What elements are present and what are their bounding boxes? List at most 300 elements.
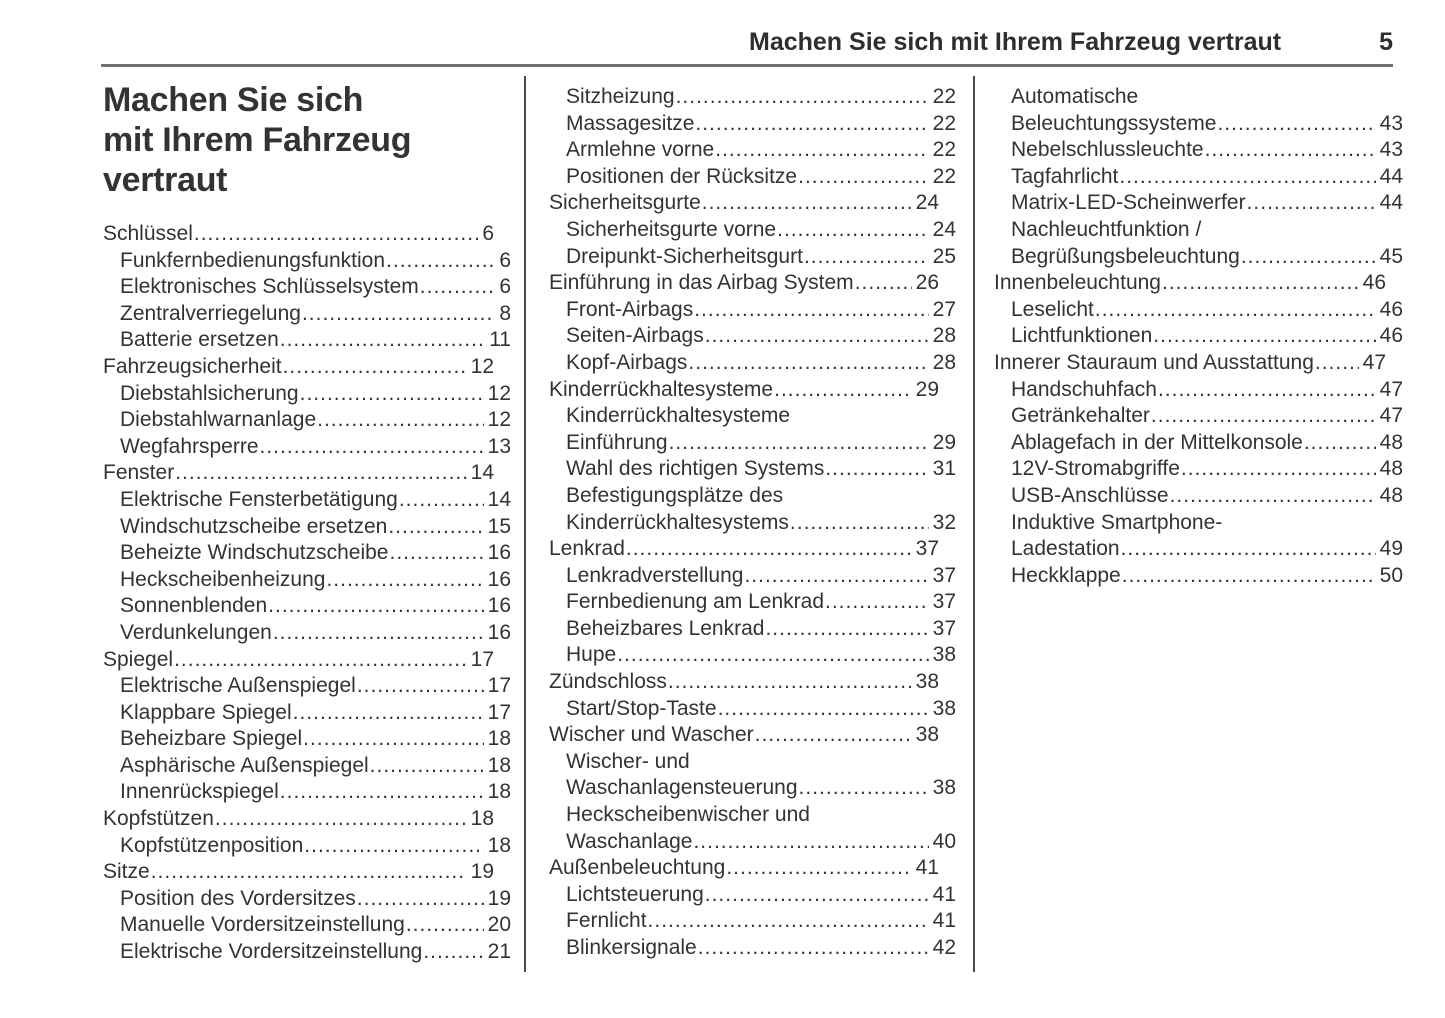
toc-leader-dots <box>693 829 928 856</box>
toc-leader-dots <box>765 616 928 643</box>
toc-leader-dots <box>798 164 929 191</box>
toc-entry-label: Kopf-Airbags <box>566 350 688 374</box>
toc-entry-page: 22 <box>932 111 956 135</box>
toc-entry-label: Automatische <box>1011 85 1139 108</box>
toc-entry <box>549 563 956 590</box>
toc-entry <box>103 806 494 833</box>
toc-entry <box>549 244 956 271</box>
toc-entry-page: 42 <box>932 936 956 959</box>
toc-leader-dots <box>303 726 484 753</box>
toc-entry <box>549 855 939 882</box>
toc-leader-dots <box>194 221 478 248</box>
toc-entry <box>994 430 1403 457</box>
toc-leader-dots <box>280 779 484 806</box>
toc-entry <box>994 190 1403 217</box>
toc-entry-label: Lenkrad <box>549 537 625 561</box>
toc-entry-page: 19 <box>470 860 494 884</box>
toc-leader-dots <box>1170 483 1376 510</box>
toc-leader-dots <box>698 935 929 962</box>
toc-entry-label: Lenkradverstellung <box>566 563 744 587</box>
toc-entry-label: Diebstahlsicherung <box>120 381 299 405</box>
section-title-line: Machen Sie sich <box>103 81 364 119</box>
toc-entry-page: 24 <box>932 217 956 241</box>
toc-leader-dots <box>273 620 484 647</box>
toc-leader-dots <box>300 381 484 408</box>
toc-entry-label: Nebelschlussleuchte <box>1011 138 1204 162</box>
toc-entry <box>994 377 1403 404</box>
toc-entry <box>994 323 1403 350</box>
toc-entry-label: USB-Anschlüsse <box>1011 483 1169 507</box>
toc-entry-label: Beheizte Windschutzscheibe <box>120 541 389 565</box>
toc-leader-dots <box>1095 297 1376 324</box>
toc-entry-page: 28 <box>932 350 956 374</box>
toc-entry-label: Fahrzeugsicherheit <box>103 354 282 378</box>
toc-leader-dots <box>1181 456 1376 483</box>
toc-entry-page: 17 <box>487 674 511 698</box>
toc-entry-label: Windschutzscheibe ersetzen <box>120 514 388 538</box>
toc-entry-page: 50 <box>1379 563 1403 587</box>
toc-leader-dots <box>702 190 912 217</box>
toc-entry-page: 43 <box>1379 111 1403 135</box>
toc-entry-label: Handschuhfach <box>1011 377 1157 401</box>
toc-entry-label: Zentralverriegelung <box>120 301 301 325</box>
toc-entry-page: 12 <box>487 408 511 432</box>
toc-entry-page: 14 <box>487 487 511 511</box>
toc-column-1 <box>103 80 511 966</box>
toc-entry-label: Sicherheitsgurte <box>549 191 701 215</box>
toc-entry-page: 48 <box>1379 430 1403 454</box>
toc-leader-dots <box>357 673 484 700</box>
toc-entry-label: Heckscheibenwischer und <box>566 803 810 827</box>
toc-leader-dots <box>1158 377 1376 404</box>
toc-entry <box>549 669 939 696</box>
toc-entry-page: 46 <box>1379 324 1403 348</box>
toc-entry-page: 43 <box>1379 138 1403 162</box>
toc-entry-label: Heckklappe <box>1011 563 1121 587</box>
toc-entry-page: 14 <box>470 461 494 485</box>
toc-leader-dots <box>669 430 929 457</box>
toc-entry-label: Sitzheizung <box>566 85 675 108</box>
toc-entry-page: 49 <box>1379 537 1403 561</box>
running-header <box>101 28 1393 57</box>
toc-entry-label: Funkfernbedienungsfunktion <box>120 248 386 272</box>
toc-entry-page: 41 <box>915 856 939 880</box>
toc-entry-label: Getränkehalter <box>1011 404 1150 428</box>
toc-list-1 <box>103 221 511 966</box>
toc-entry-page: 22 <box>932 85 956 108</box>
toc-leader-dots <box>626 536 912 563</box>
toc-entry-label: Positionen der Rücksitze <box>566 164 798 188</box>
toc-entry <box>103 407 511 434</box>
toc-entry-label: Fernbedienung am Lenkrad <box>566 590 825 614</box>
toc-entry <box>103 939 511 966</box>
toc-entry-label: Manuelle Vordersitzeinstellung <box>120 913 405 937</box>
toc-entry <box>549 164 956 191</box>
toc-entry-label: Schlüssel <box>103 222 193 245</box>
toc-entry <box>103 514 511 541</box>
toc-entry <box>549 456 956 483</box>
toc-entry-label: Induktive Smartphone- <box>1011 510 1223 534</box>
toc-entry <box>994 270 1386 297</box>
toc-entry <box>994 563 1403 590</box>
toc-entry-label: Sonnenblenden <box>120 594 268 618</box>
toc-entry <box>103 886 511 913</box>
toc-entry <box>549 696 956 723</box>
toc-entry <box>549 802 956 829</box>
toc-entry <box>103 593 511 620</box>
toc-list-3 <box>994 84 1403 589</box>
toc-leader-dots <box>293 700 484 727</box>
toc-entry-label: Wischer und Wascher <box>549 723 754 747</box>
toc-leader-dots <box>215 806 467 833</box>
toc-entry-page: 17 <box>470 647 494 671</box>
toc-leader-dots <box>718 696 929 723</box>
running-header-title: Machen Sie sich mit Ihrem Fahrzeug vertraut <box>749 28 1282 56</box>
toc-entry <box>549 377 939 404</box>
toc-entry-page: 20 <box>487 913 511 937</box>
toc-entry-page: 40 <box>932 829 956 853</box>
toc-entry-label: Innenrückspiegel <box>120 780 279 804</box>
toc-entry-label: Armlehne vorne <box>566 138 715 162</box>
toc-entry <box>549 510 956 537</box>
toc-entry-page: 41 <box>932 909 956 933</box>
toc-entry <box>549 882 956 909</box>
toc-entry-label: Lichtsteuerung <box>566 882 704 906</box>
toc-entry-label: Wahl des richtigen Systems <box>566 457 825 481</box>
toc-entry-label: Leselicht <box>1011 297 1094 321</box>
toc-leader-dots <box>790 510 929 537</box>
toc-entry <box>549 935 956 962</box>
toc-entry-page: 12 <box>487 381 511 405</box>
toc-entry-page: 28 <box>932 324 956 348</box>
toc-entry-page: 18 <box>487 780 511 804</box>
toc-leader-dots <box>357 886 484 913</box>
toc-entry <box>994 510 1403 537</box>
toc-leader-dots <box>388 514 483 541</box>
toc-leader-dots <box>1122 563 1376 590</box>
toc-entry-page: 16 <box>487 541 511 565</box>
toc-entry <box>103 620 511 647</box>
toc-entry-label: Heckscheibenheizung <box>120 567 326 591</box>
toc-entry-page: 31 <box>932 457 956 481</box>
toc-leader-dots <box>755 722 912 749</box>
toc-entry-label: Seiten-Airbags <box>566 324 704 348</box>
toc-leader-dots <box>280 327 485 354</box>
toc-entry-page: 19 <box>487 886 511 910</box>
toc-leader-dots <box>855 270 912 297</box>
toc-entry-label: Kinderrückhaltesysteme <box>549 377 774 401</box>
toc-entry-page: 8 <box>499 301 511 325</box>
toc-entry-page: 45 <box>1379 244 1403 268</box>
toc-entry <box>103 327 511 354</box>
toc-entry-page: 6 <box>499 248 511 272</box>
toc-leader-dots <box>420 274 496 301</box>
toc-leader-dots <box>676 84 929 111</box>
toc-entry-page: 48 <box>1379 483 1403 507</box>
toc-column-2 <box>549 84 956 962</box>
toc-entry <box>103 673 511 700</box>
toc-leader-dots <box>399 487 484 514</box>
toc-leader-dots <box>151 859 467 886</box>
toc-entry-page: 27 <box>932 297 956 321</box>
toc-entry <box>103 487 511 514</box>
toc-entry-page: 24 <box>915 191 939 215</box>
toc-entry-label: Nachleuchtfunktion / <box>1011 217 1202 241</box>
toc-entry-page: 13 <box>487 434 511 458</box>
toc-entry <box>994 217 1403 244</box>
toc-leader-dots <box>695 111 928 138</box>
header-rule <box>101 64 1393 67</box>
toc-entry-label: Einführung <box>566 430 668 454</box>
toc-entry <box>103 274 511 301</box>
toc-entry-label: Beleuchtungssysteme <box>1011 111 1217 135</box>
toc-entry-label: Front-Airbags <box>566 297 694 321</box>
toc-entry <box>549 775 956 802</box>
toc-entry-page: 37 <box>932 563 956 587</box>
toc-entry-page: 29 <box>915 377 939 401</box>
toc-entry <box>103 354 494 381</box>
toc-entry-label: Beheizbares Lenkrad <box>566 616 765 640</box>
column-divider-1 <box>524 76 526 972</box>
toc-leader-dots <box>1119 164 1375 191</box>
toc-leader-dots <box>370 753 484 780</box>
toc-entry-label: Klappbare Spiegel <box>120 700 292 724</box>
toc-entry-page: 6 <box>499 275 511 299</box>
toc-list-2 <box>549 84 956 962</box>
toc-leader-dots <box>389 540 483 567</box>
toc-entry-label: Elektrische Außenspiegel <box>120 674 356 698</box>
toc-entry-label: Fenster <box>103 461 175 485</box>
toc-entry-label: Waschanlagensteuerung <box>566 776 798 800</box>
toc-entry <box>994 297 1403 324</box>
toc-entry <box>549 908 956 935</box>
section-title-line: mit Ihrem Fahrzeug <box>103 121 412 159</box>
toc-entry-page: 18 <box>470 807 494 831</box>
toc-leader-dots <box>268 593 483 620</box>
toc-leader-dots <box>648 908 929 935</box>
toc-entry-label: Elektrische Fensterbetätigung <box>120 487 398 511</box>
toc-entry-label: Elektrische Vordersitzeinstellung <box>120 940 423 964</box>
toc-leader-dots <box>617 642 928 669</box>
toc-entry-label: Batterie ersetzen <box>120 328 279 352</box>
toc-entry-page: 37 <box>915 537 939 561</box>
toc-entry-page: 16 <box>487 567 511 591</box>
toc-entry-label: 12V-Stromabgriffe <box>1011 457 1180 481</box>
toc-entry-page: 38 <box>915 723 939 747</box>
toc-entry <box>549 616 956 643</box>
toc-entry <box>994 84 1403 111</box>
toc-entry <box>549 111 956 138</box>
toc-leader-dots <box>1162 270 1359 297</box>
toc-leader-dots <box>1217 111 1375 138</box>
toc-entry-label: Zündschloss <box>549 670 667 694</box>
toc-entry-page: 29 <box>932 430 956 454</box>
toc-entry-page: 46 <box>1379 297 1403 321</box>
toc-entry-label: Innerer Stauraum und Ausstattung <box>994 350 1314 374</box>
toc-leader-dots <box>406 912 484 939</box>
toc-entry-label: Ladestation <box>1011 537 1120 561</box>
toc-entry-page: 37 <box>932 590 956 614</box>
toc-entry-page: 22 <box>932 138 956 162</box>
page-number: 5 <box>1379 28 1393 56</box>
toc-leader-dots <box>688 350 928 377</box>
toc-entry-label: Ablagefach in der Mittelkonsole <box>1011 430 1303 454</box>
toc-entry <box>549 642 956 669</box>
toc-entry <box>994 111 1403 138</box>
toc-entry-page: 48 <box>1379 457 1403 481</box>
toc-entry <box>103 647 494 674</box>
toc-column-3 <box>994 84 1403 589</box>
toc-leader-dots <box>1241 244 1376 271</box>
toc-entry <box>994 483 1403 510</box>
toc-entry-label: Diebstahlwarnanlage <box>120 408 317 432</box>
toc-entry <box>103 381 511 408</box>
toc-entry <box>549 323 956 350</box>
toc-entry-label: Fernlicht <box>566 909 647 933</box>
toc-leader-dots <box>174 647 467 674</box>
toc-entry-page: 47 <box>1362 350 1386 374</box>
toc-entry-label: Elektronisches Schlüsselsystem <box>120 275 419 299</box>
toc-entry-page: 16 <box>487 594 511 618</box>
toc-leader-dots <box>260 434 484 461</box>
toc-entry-label: Hupe <box>566 643 617 667</box>
toc-leader-dots <box>317 407 484 434</box>
toc-leader-dots <box>705 323 929 350</box>
toc-leader-dots <box>1205 137 1376 164</box>
toc-leader-dots <box>777 217 929 244</box>
toc-entry-page: 18 <box>487 753 511 777</box>
toc-entry-page: 47 <box>1379 377 1403 401</box>
toc-entry <box>549 749 956 776</box>
toc-entry <box>549 137 956 164</box>
toc-leader-dots <box>1315 350 1359 377</box>
toc-entry <box>994 456 1403 483</box>
toc-entry <box>549 589 956 616</box>
toc-entry-page: 38 <box>915 670 939 694</box>
toc-leader-dots <box>715 137 928 164</box>
toc-entry-label: Kinderrückhaltesystems <box>566 510 789 534</box>
toc-entry-label: Spiegel <box>103 647 174 671</box>
toc-entry-page: 46 <box>1362 271 1386 295</box>
toc-entry-page: 44 <box>1379 191 1403 215</box>
toc-leader-dots <box>175 460 466 487</box>
toc-entry-page: 38 <box>932 643 956 667</box>
toc-entry-label: Asphärische Außenspiegel <box>120 753 369 777</box>
toc-entry <box>549 350 956 377</box>
toc-entry-page: 17 <box>487 700 511 724</box>
toc-entry-label: Außenbeleuchtung <box>549 856 726 880</box>
toc-entry <box>103 726 511 753</box>
toc-entry <box>103 248 511 275</box>
toc-entry-page: 21 <box>487 940 511 964</box>
toc-entry-label: Matrix-LED-Scheinwerfer <box>1011 191 1246 215</box>
toc-entry <box>103 753 511 780</box>
toc-entry-page: 41 <box>932 882 956 906</box>
toc-entry <box>103 567 511 594</box>
toc-entry <box>994 350 1386 377</box>
toc-leader-dots <box>668 669 912 696</box>
toc-entry-label: Innenbeleuchtung <box>994 271 1161 295</box>
toc-entry-page: 37 <box>932 616 956 640</box>
toc-entry-page: 15 <box>487 514 511 538</box>
toc-entry <box>549 829 956 856</box>
toc-entry-label: Blinkersignale <box>566 936 697 959</box>
toc-entry-page: 12 <box>470 354 494 378</box>
toc-leader-dots <box>1153 323 1375 350</box>
toc-entry-page: 26 <box>915 271 939 295</box>
toc-leader-dots <box>744 563 928 590</box>
toc-leader-dots <box>1247 190 1376 217</box>
section-title <box>103 80 494 200</box>
toc-entry-page: 44 <box>1379 164 1403 188</box>
toc-entry <box>549 483 956 510</box>
toc-entry-label: Dreipunkt-Sicherheitsgurt <box>566 244 803 268</box>
toc-entry-label: Lichtfunktionen <box>1011 324 1153 348</box>
toc-leader-dots <box>726 855 911 882</box>
toc-entry-page: 38 <box>932 696 956 720</box>
toc-entry <box>549 84 956 111</box>
toc-entry-label: Verdunkelungen <box>120 620 272 644</box>
toc-entry-label: Begrüßungsbeleuchtung <box>1011 244 1240 268</box>
toc-leader-dots <box>326 567 483 594</box>
toc-entry-label: Kopfstützen <box>103 807 214 831</box>
toc-leader-dots <box>302 301 495 328</box>
toc-entry-page: 16 <box>487 620 511 644</box>
toc-entry-page: 38 <box>932 776 956 800</box>
toc-entry <box>103 859 494 886</box>
toc-leader-dots <box>304 833 483 860</box>
toc-entry-label: Wegfahrsperre <box>120 434 259 458</box>
toc-entry <box>103 434 511 461</box>
toc-entry <box>103 301 511 328</box>
toc-entry <box>103 221 494 248</box>
toc-leader-dots <box>694 297 928 324</box>
toc-entry <box>994 403 1403 430</box>
toc-entry <box>549 430 956 457</box>
toc-entry-page: 18 <box>487 727 511 751</box>
column-divider-2 <box>973 76 975 972</box>
toc-entry-label: Start/Stop-Taste <box>566 696 717 720</box>
toc-entry <box>103 460 494 487</box>
toc-entry <box>994 164 1403 191</box>
toc-entry <box>549 722 939 749</box>
toc-leader-dots <box>1151 403 1376 430</box>
toc-entry-page: 11 <box>489 328 511 352</box>
toc-leader-dots <box>386 248 495 275</box>
toc-leader-dots <box>774 377 912 404</box>
toc-entry <box>994 244 1403 271</box>
toc-leader-dots <box>799 775 929 802</box>
toc-entry <box>994 536 1403 563</box>
toc-entry <box>103 779 511 806</box>
toc-entry <box>103 912 511 939</box>
toc-entry <box>549 190 939 217</box>
toc-leader-dots <box>825 589 929 616</box>
toc-entry-label: Beheizbare Spiegel <box>120 727 303 751</box>
section-title-line: vertraut <box>103 161 228 199</box>
toc-entry-page: 18 <box>487 833 511 857</box>
toc-entry <box>549 403 956 430</box>
toc-entry <box>994 137 1403 164</box>
toc-entry <box>549 270 939 297</box>
toc-entry-label: Befestigungsplätze des <box>566 483 784 507</box>
toc-entry <box>103 833 511 860</box>
toc-entry-label: Tagfahrlicht <box>1011 164 1119 188</box>
toc-entry-label: Sitze <box>103 860 150 884</box>
toc-entry-label: Kopfstützenposition <box>120 833 304 857</box>
toc-leader-dots <box>825 456 928 483</box>
toc-leader-dots <box>1121 536 1376 563</box>
